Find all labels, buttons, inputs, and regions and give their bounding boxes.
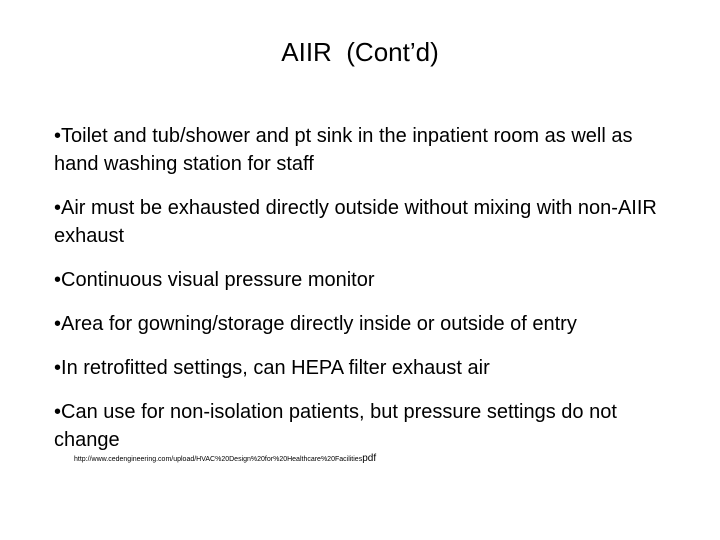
- bullet-marker: •: [54, 357, 62, 379]
- bullet-text: Continuous visual pressure monitor: [61, 269, 375, 291]
- source-citation: [74, 453, 376, 466]
- bullet-list: [54, 122, 674, 470]
- bullet-marker: •: [54, 125, 62, 147]
- bullet-item: [54, 194, 674, 250]
- bullet-item: [54, 266, 674, 294]
- bullet-text: Area for gowning/storage directly inside or outside of entry: [61, 313, 577, 335]
- slide-title: AIIR (Cont’d): [281, 37, 439, 67]
- source-url: http://www.cedengineering.com/upload/HVAC%20Design%20for%20Healthcare%20Facilities: [74, 456, 363, 463]
- bullet-item: [54, 398, 674, 454]
- bullet-text: Air must be exhausted directly outside without mixing with non-AIIR exhaust: [54, 197, 657, 247]
- bullet-item: [54, 354, 674, 382]
- bullet-item: [54, 310, 674, 338]
- bullet-text: Toilet and tub/shower and pt sink in the inpatient room as well as hand washing station for staff: [54, 125, 633, 175]
- bullet-text: In retrofitted settings, can HEPA filter exhaust air: [61, 357, 490, 379]
- bullet-marker: •: [54, 269, 62, 291]
- bullet-text: Can use for non-isolation patients, but pressure settings do not change: [54, 401, 617, 451]
- bullet-item: [54, 122, 674, 178]
- bullet-marker: •: [54, 401, 62, 423]
- bullet-marker: •: [54, 197, 62, 219]
- source-extension: pdf: [362, 453, 377, 464]
- bullet-marker: •: [54, 313, 62, 335]
